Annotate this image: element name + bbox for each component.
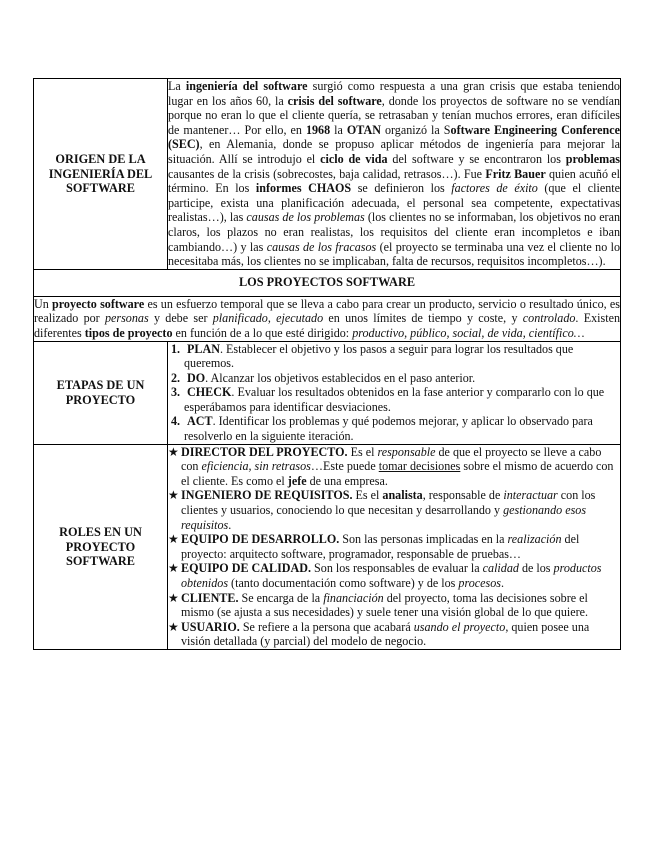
star-icon: ★ — [168, 619, 179, 634]
text-run: (el proyecto se terminaba una vez el cliente no lo necesitaba más, los clientes no se implicaban, falta de recursos, requisitos incompletos…). — [168, 239, 620, 269]
proyectos-intro-row — [34, 296, 621, 341]
etapa-number: 4. — [171, 414, 181, 429]
text-run: es un esfuerzo temporal que se lleva a cabo para crear un producto, servicio o resultado único, es realizado por — [34, 296, 620, 326]
term-ingenieria-software: ingeniería del software — [185, 79, 308, 93]
term-planificado: planificado — [212, 311, 268, 326]
etapa-title: PLAN — [187, 341, 220, 356]
text-run: causantes de la crisis (sobrecostes, baja calidad, retrasos…). Fue — [168, 166, 486, 181]
text-run: tomar decisiones — [378, 459, 461, 474]
etapas-list — [168, 342, 620, 444]
text-run: , — [267, 311, 277, 326]
etapa-title: CHECK — [187, 385, 232, 400]
text-run: (los clientes no se informaban, los objetivos no eran claros, los plazos no eran realistas, los requisitos del cliente eran incompletos e iban cambiando…) y las — [168, 210, 621, 254]
role-title: CLIENTE. — [181, 590, 239, 605]
text-run: , donde los proyectos de software no se vendían porque no eran lo que el cliente quería, se retrasaban y tenían muchos errores, eran difíciles de mantener… Por ello, en — [168, 93, 620, 137]
term-ejecutado: ejecutado — [276, 311, 324, 326]
text-run: analista — [382, 488, 423, 503]
text-run: . — [228, 517, 232, 532]
role-item-director — [168, 445, 620, 489]
term-proyecto-software: proyecto software — [52, 296, 145, 311]
text-run: jefe — [287, 473, 307, 488]
text-run: gestionando esos requisitos — [181, 503, 587, 532]
text-run: surgió como respuesta a una gran crisis que estaba teniendo lugar en los años 60, la — [168, 79, 620, 108]
role-item-usuario — [168, 620, 620, 649]
term-tipos-proyecto: tipos de proyecto — [84, 325, 173, 340]
term-controlado: controlado — [522, 311, 576, 326]
role-item-cliente — [168, 591, 620, 620]
etapas-label: ETAPAS DE UN PROYECTO — [34, 341, 168, 444]
etapa-text: . Evaluar los resultados obtenidos en la fase anterior y compararlo con lo que esperábamos para identificar desviaciones. — [184, 385, 605, 414]
star-icon: ★ — [168, 444, 179, 459]
text-run: del proyecto, toma las decisiones sobre el mismo (se ajusta a sus necesidades) y suele tener una visión global de lo que quiere. — [181, 590, 589, 620]
proyectos-intro — [34, 296, 621, 341]
text-run: . Existen diferentes — [34, 311, 620, 340]
text-run: Es el — [347, 444, 378, 459]
etapa-item-plan — [168, 342, 620, 371]
text-run: organizó la S — [380, 122, 451, 137]
roles-label: ROLES EN UN PROYECTO SOFTWARE — [34, 444, 168, 649]
text-run: Se refiere a la persona que acabará — [239, 619, 414, 634]
term-ciclo-vida: ciclo de vida — [320, 151, 388, 166]
star-icon: ★ — [168, 590, 179, 605]
text-run: interactuar — [503, 488, 558, 503]
notes-table — [33, 78, 621, 650]
etapa-title: ACT — [187, 414, 213, 429]
term-factores-exito: factores de éxito — [451, 181, 538, 196]
role-item-desarrollo — [168, 532, 620, 561]
term-causas-problemas: causas de los problemas — [246, 210, 365, 225]
roles-list — [168, 445, 620, 649]
origen-paragraph — [168, 79, 620, 269]
text-run: (tanto documentación como software) y de los — [228, 576, 459, 590]
etapa-title: DO — [187, 370, 206, 385]
term-informes-chaos: informes CHAOS — [255, 181, 352, 196]
term-tipos-list: productivo, público, social, de vida, científico… — [352, 325, 585, 340]
text-run: de una empresa. — [306, 473, 388, 488]
etapa-text: . Alcanzar los objetivos establecidos en el paso anterior. — [205, 370, 476, 385]
etapa-item-check — [168, 385, 620, 414]
text-run: Se encarga de la — [238, 590, 324, 605]
role-title: INGENIERO DE REQUISITOS. — [181, 488, 353, 503]
text-run: se definieron los — [351, 181, 452, 196]
etapas-content — [168, 341, 621, 444]
proyectos-paragraph — [34, 297, 620, 341]
text-run: con los clientes y usuarios, conociendo lo que necesitan y desarrollando y — [181, 488, 596, 518]
text-run: la — [330, 122, 347, 137]
role-item-calidad — [168, 561, 620, 590]
etapa-text: . Identificar los problemas y qué podemos mejorar, y aplicar lo observado para resolverlo en la siguiente iteración. — [184, 414, 593, 444]
text-run: en unos límites de tiempo y coste, y — [323, 311, 523, 326]
text-run: Un — [34, 296, 53, 311]
roles-content — [168, 444, 621, 649]
term-otan: OTAN — [346, 122, 381, 137]
text-run: Es el — [352, 488, 383, 503]
roles-row — [34, 444, 621, 649]
etapa-text: . Establecer el objetivo y los pasos a seguir para lograr los resultados que queremos. — [184, 341, 574, 371]
origen-content — [168, 79, 621, 270]
term-crisis-software: crisis del software — [287, 93, 382, 108]
star-icon: ★ — [168, 561, 179, 576]
text-run: realización — [507, 532, 562, 547]
etapa-item-do — [168, 371, 620, 386]
text-run: , responsable de — [422, 488, 504, 503]
text-run: , en Alemania, donde se propuso aplicar métodos de ingeniería para mejorar la situación. Allí se introdujo el — [168, 137, 620, 166]
text-run: …Este puede — [310, 459, 379, 474]
text-run: Son los responsables de evaluar la — [311, 561, 483, 576]
text-run: de los — [518, 561, 554, 576]
text-run: La — [168, 79, 186, 93]
text-run: del software y se encontraron los — [387, 151, 566, 166]
proyectos-header: LOS PROYECTOS SOFTWARE — [34, 269, 621, 296]
text-run: eficiencia, sin retrasos — [201, 459, 311, 474]
origen-row — [34, 79, 621, 270]
text-run: de que el proyecto se lleve a cabo con — [181, 444, 602, 474]
term-causas-fracasos: causas de los fracasos — [266, 239, 377, 254]
text-run: . — [500, 576, 504, 590]
role-title: USUARIO. — [181, 619, 240, 634]
role-title: EQUIPO DE CALIDAD. — [181, 561, 312, 576]
text-run: sobre el mismo de acuerdo con el cliente. Es como el — [181, 459, 614, 488]
etapas-row — [34, 341, 621, 444]
text-run: (que el cliente participe, exista una planificación adecuada, el personal sea competente, expectativas realistas…), las — [168, 181, 620, 225]
origen-label: ORIGEN DE LA INGENIERÍA DEL SOFTWARE — [34, 79, 168, 270]
etapa-number: 3. — [171, 385, 181, 400]
text-run: y debe ser — [148, 311, 213, 326]
text-run: procesos — [458, 576, 501, 590]
role-title: DIRECTOR DEL PROYECTO. — [181, 444, 348, 459]
etapa-item-act — [168, 414, 620, 443]
etapa-number: 1. — [171, 341, 181, 356]
term-problemas: problemas — [565, 151, 620, 166]
text-run: usando el proyecto — [413, 619, 506, 634]
role-item-ingeniero — [168, 488, 620, 532]
star-icon: ★ — [168, 532, 179, 547]
star-icon: ★ — [168, 488, 179, 503]
text-run: responsable — [377, 444, 436, 459]
etapa-number: 2. — [171, 370, 181, 385]
text-run: Son las personas implicadas en la — [339, 532, 508, 547]
term-sec: oftware Engineering Conference (SEC) — [168, 122, 620, 152]
proyectos-header-row — [34, 269, 621, 296]
term-year-1968: 1968 — [305, 122, 331, 137]
term-personas: personas — [104, 311, 149, 326]
role-title: EQUIPO DE DESARROLLO. — [181, 532, 340, 547]
term-fritz-bauer: Fritz Bauer — [485, 166, 546, 181]
text-run: quien acuñó el término. En los — [168, 166, 621, 196]
text-run: , quien posee una visión detallada (y parcial) del modelo de negocio. — [181, 619, 590, 649]
text-run: financiación — [323, 590, 384, 605]
text-run: calidad — [482, 561, 519, 576]
text-run: productos obtenidos — [181, 561, 602, 590]
text-run: del proyecto: arquitecto software, programador, responsable de pruebas… — [181, 532, 580, 561]
text-run: en función de a lo que esté dirigido: — [172, 325, 353, 340]
